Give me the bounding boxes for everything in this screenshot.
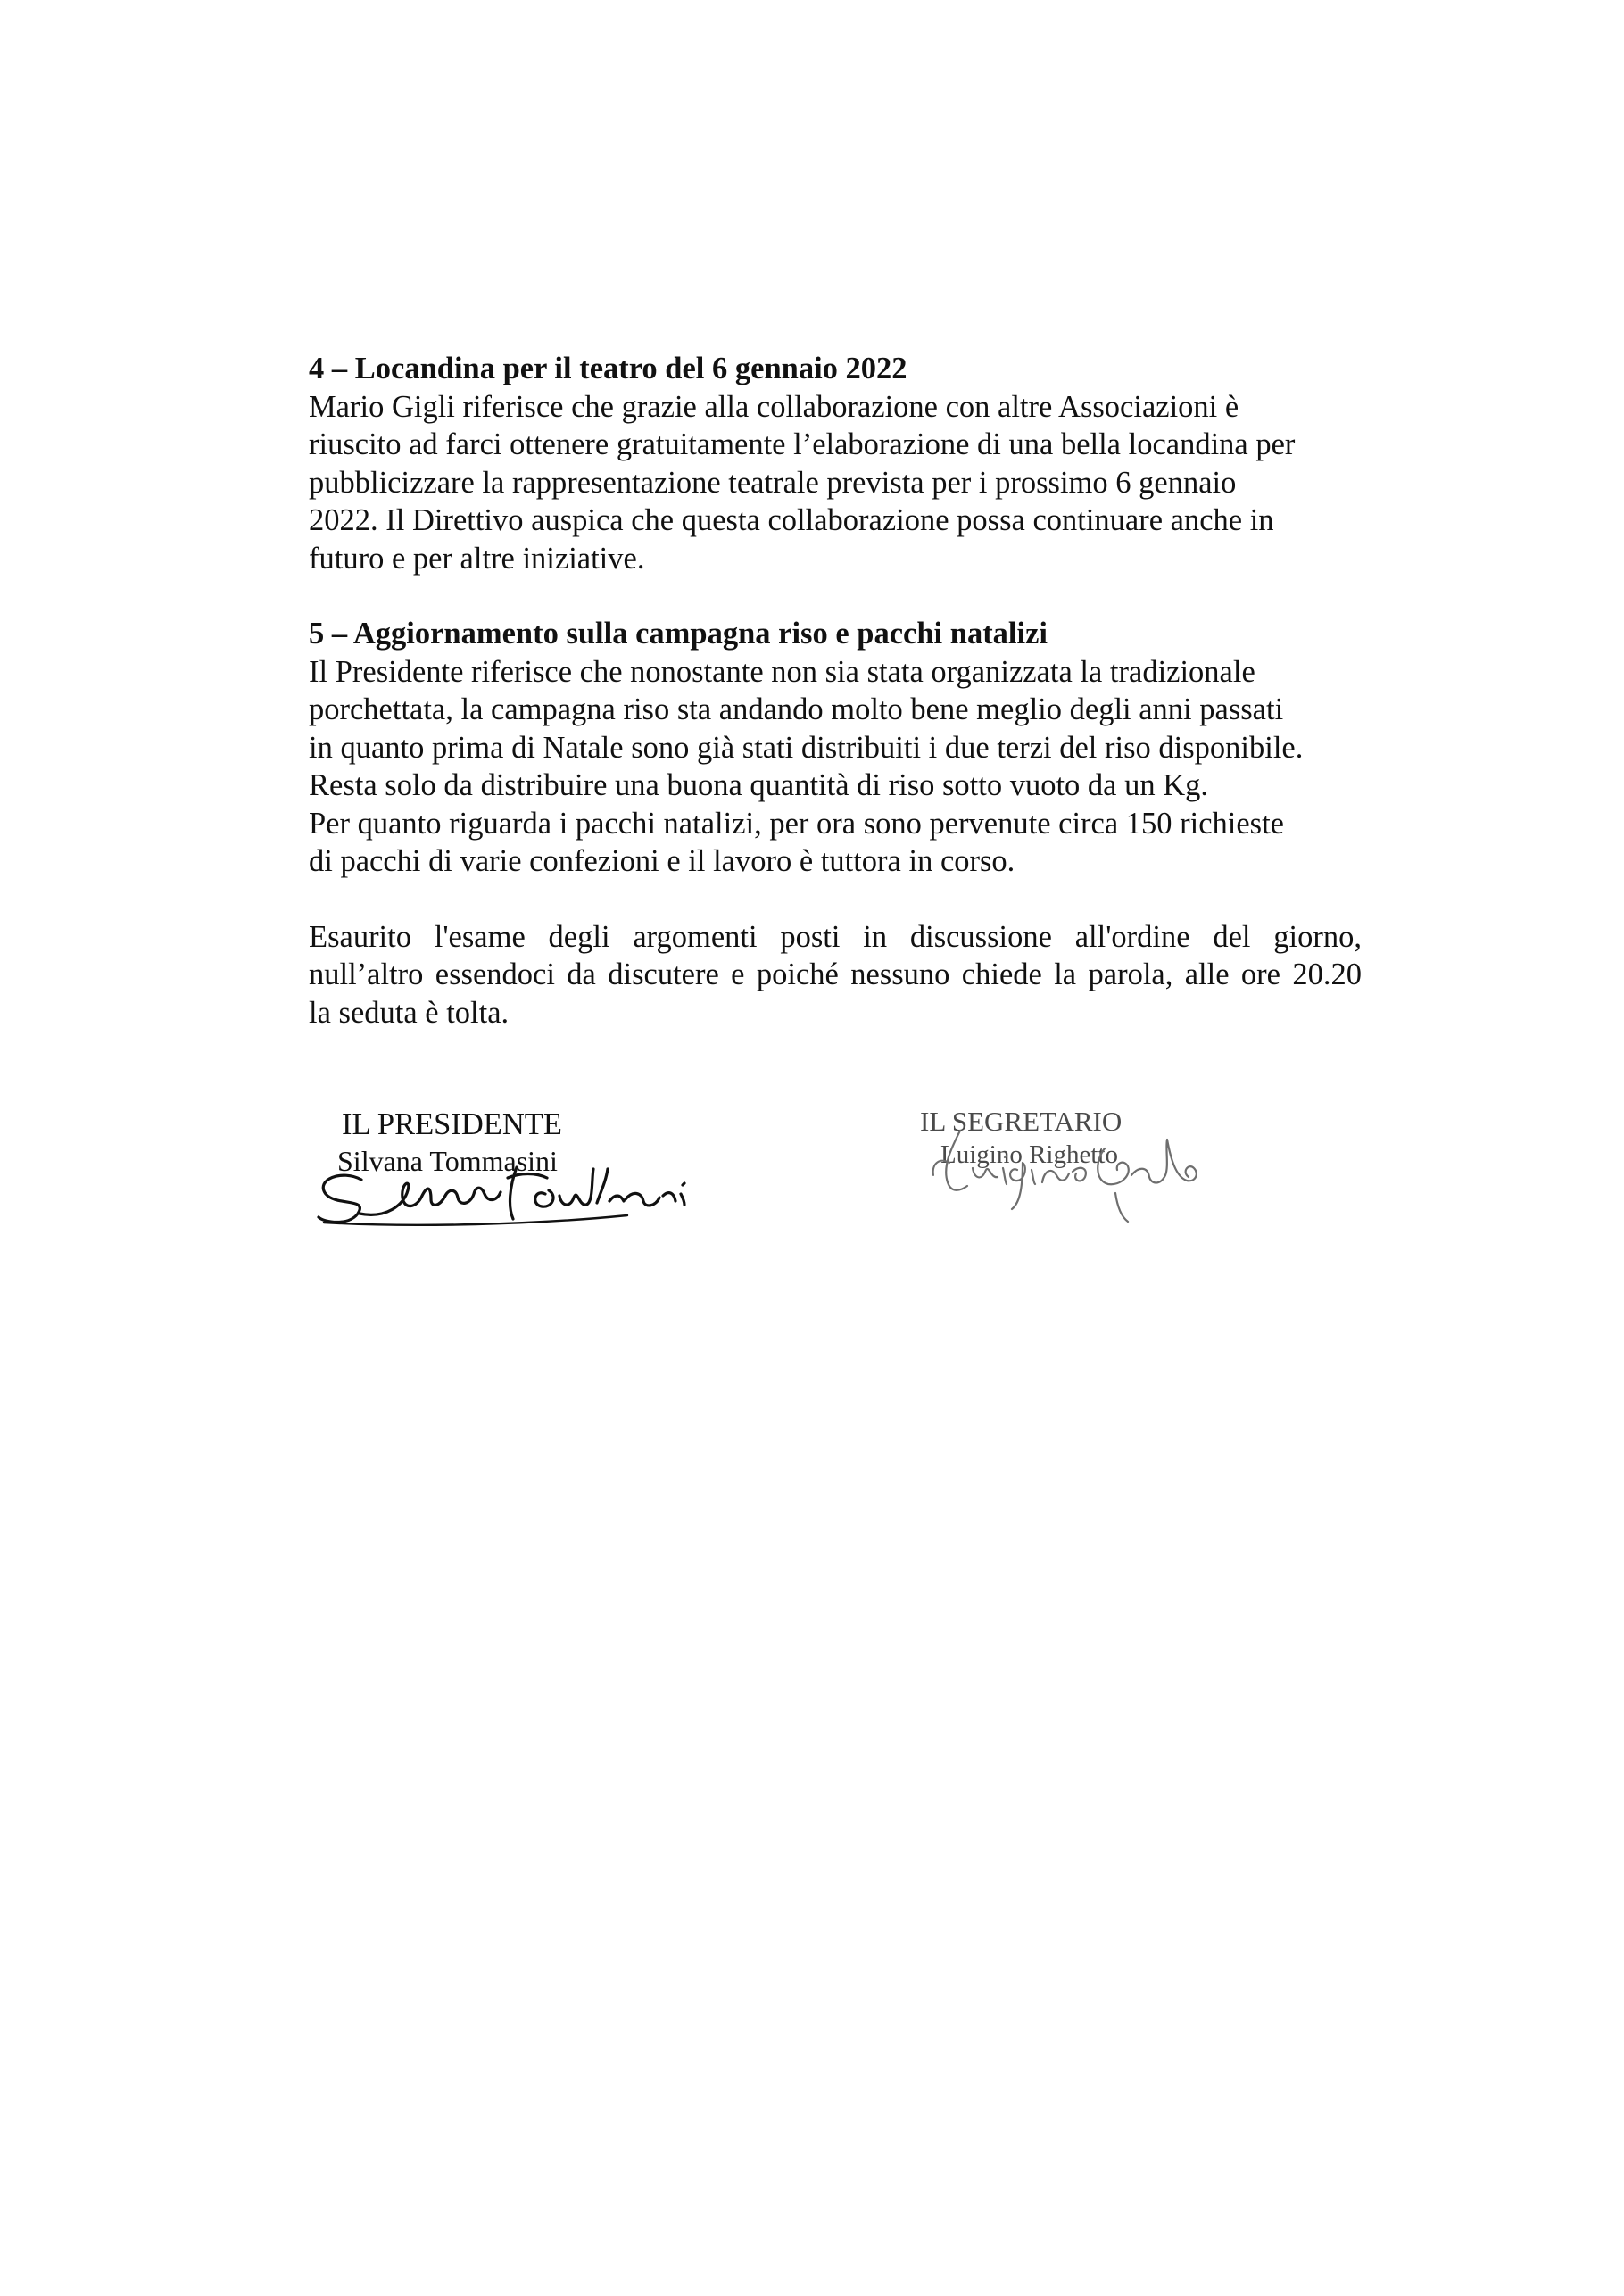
secretary-signature-block [889,1104,1210,1247]
minutes-body [309,350,1362,1069]
closing-paragraph [309,918,1362,1032]
secretary-title: IL SEGRETARIO [920,1106,1123,1137]
section-5-line: in quanto prima di Natale sono già stati distribuiti i due terzi del riso disponibile. [309,730,1304,765]
section-4-line: Mario Gigli riferisce che grazie alla collaborazione con altre Associazioni è [309,389,1239,424]
section-5-line: porchettata, la campagna riso sta andando molto bene meglio degli anni passati [309,692,1284,726]
section-5-title: 5 – Aggiornamento sulla campagna riso e pacchi natalizi [309,617,1048,651]
section-5-line: Il Presidente riferisce che nonostante non sia stata organizzata la tradizionale [309,654,1255,689]
section-5 [309,615,1362,881]
section-4 [309,350,1362,577]
president-title: IL PRESIDENTE [342,1107,562,1141]
section-4-line: riuscito ad farci ottenere gratuitamente l’elaborazione di una bella locandina per [309,427,1296,461]
section-4-line: 2022. Il Direttivo auspica che questa collaborazione possa continuare anche in [309,503,1274,537]
section-5-line: Per quanto riguarda i pacchi natalizi, per ora sono pervenute circa 150 richieste [309,806,1284,841]
president-name: Silvana Tommasini [337,1145,558,1177]
section-4-line: futuro e per altre iniziative. [309,541,645,576]
president-signature-block [337,1107,734,1249]
closing-line: null’altro essendoci da discutere e poiché nessuno chiede la parola, alle ore 20.20 [309,957,1362,991]
secretary-name: Luigino Righetto [940,1140,1118,1169]
section-4-line: pubblicizzare la rappresentazione teatrale prevista per i prossimo 6 gennaio [309,465,1237,500]
closing-line: Esaurito l'esame degli argomenti posti in discussione all'ordine del giorno, [309,919,1362,954]
closing-line: la seduta è tolta. [309,995,510,1030]
section-4-title: 4 – Locandina per il teatro del 6 gennaio 2022 [309,352,907,385]
section-5-line: di pacchi di varie confezioni e il lavoro è tuttora in corso. [309,844,1015,878]
section-5-line: Resta solo da distribuire una buona quantità di riso sotto vuoto da un Kg. [309,768,1209,802]
